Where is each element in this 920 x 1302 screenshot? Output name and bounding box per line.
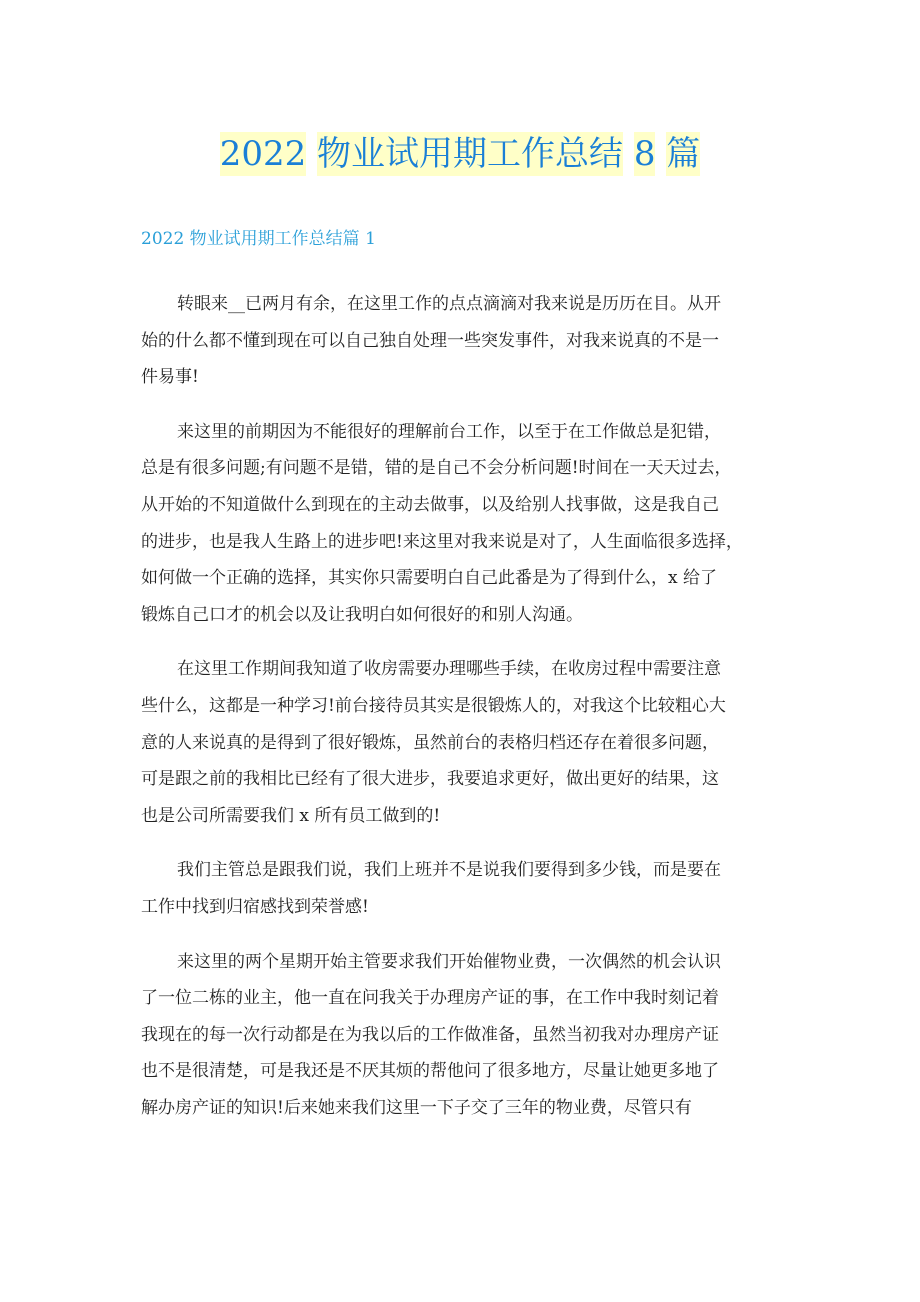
title-part: 篇 [666, 134, 701, 174]
text-line: 解办房产证的知识!后来她来我们这里一下子交了三年的物业费，尽管只有 [141, 1097, 692, 1118]
text-line: 总是有很多问题;有问题不是错，错的是自己不会分析问题!时间在一天天过去， [141, 458, 732, 479]
text-line: 也不是很清楚，可是我还是不厌其烦的帮他问了很多地方，尽量让她更多地了 [141, 1061, 719, 1082]
title-part: 2022 [219, 134, 307, 174]
title-part: 8 [633, 134, 656, 174]
paragraph [141, 414, 801, 634]
text-line: 从开始的不知道做什么到现在的主动去做事，以及给别人找事做，这是我自己 [141, 494, 719, 515]
text-line: 了一位二栋的业主，他一直在问我关于办理房产证的事，在工作中我时刻记着 [141, 988, 719, 1009]
text-line: 来这里的两个星期开始主管要求我们开始催物业费，一次偶然的机会认识 [177, 951, 721, 972]
document-body [141, 286, 801, 1144]
text-line: 转眼来__已两月有余，在这里工作的点点滴滴对我来说是历历在目。从开 [177, 294, 721, 314]
text-line: 意的人来说真的是得到了很好锻炼，虽然前台的表格归档还存在着很多问题， [141, 732, 719, 753]
text-line: 来这里的前期因为不能很好的理解前台工作，以至于在工作做总是犯错， [177, 421, 721, 442]
text-line: 始的什么都不懂到现在可以自己独自处理一些突发事件，对我来说真的不是一 [141, 330, 719, 351]
paragraph [141, 852, 801, 925]
document-title [0, 130, 920, 178]
text-line: 在这里工作期间我知道了收房需要办理哪些手续，在收房过程中需要注意 [177, 659, 721, 680]
text-line: 我们主管总是跟我们说，我们上班并不是说我们要得到多少钱，而是要在 [177, 860, 721, 881]
text-line: 件易事! [141, 367, 199, 388]
text-line: 可是跟之前的我相比已经有了很大进步，我要追求更好，做出更好的结果，这 [141, 769, 719, 790]
text-line: 如何做一个正确的选择，其实你只需要明白自己此番是为了得到什么，x 给了 [141, 568, 717, 589]
paragraph [141, 651, 801, 834]
paragraph [141, 944, 801, 1127]
text-line: 我现在的每一次行动都是在为我以后的工作做准备，虽然当初我对办理房产证 [141, 1024, 719, 1045]
title-part: 物业试用期工作总结 [317, 134, 624, 174]
text-line: 工作中找到归宿感找到荣誉感! [141, 896, 369, 917]
text-line: 锻炼自己口才的机会以及让我明白如何很好的和别人沟通。 [141, 604, 583, 625]
text-line: 的进步，也是我人生路上的进步吧!来这里对我来说是对了，人生面临很多选择， [141, 531, 743, 552]
paragraph [141, 286, 801, 396]
section-heading: 2022 物业试用期工作总结篇 1 [141, 229, 376, 249]
text-line: 些什么，这都是一种学习!前台接待员其实是很锻炼人的，对我这个比较粗心大 [141, 695, 726, 716]
text-line: 也是公司所需要我们 x 所有员工做到的! [141, 805, 441, 826]
